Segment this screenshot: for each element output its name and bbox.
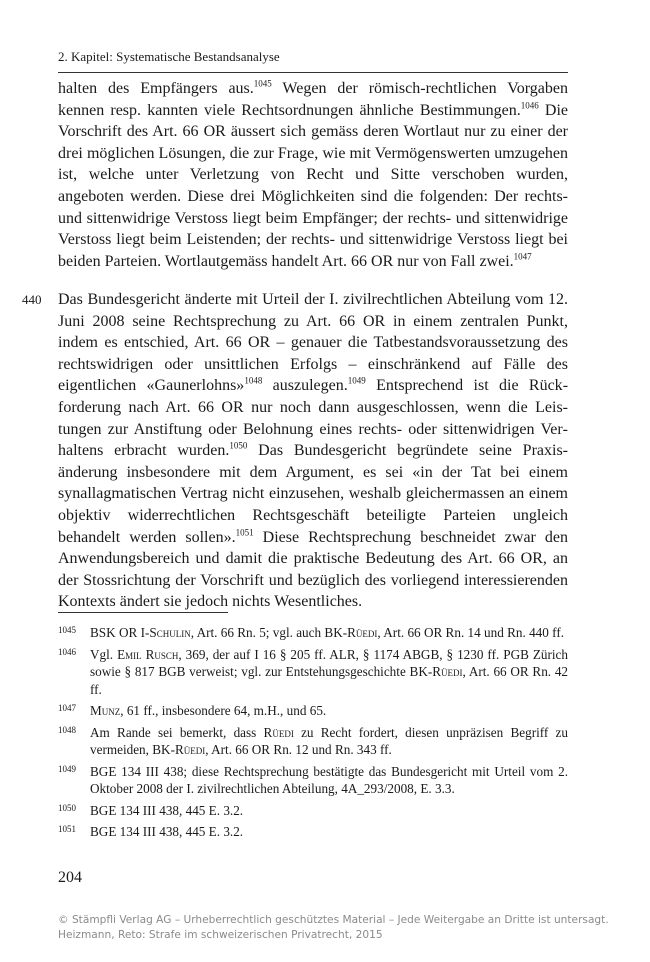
author-name: Rüedi [432,664,463,679]
text-run: Wegen der römisch-rechtlichen Vorgaben kennen resp. kannten viele Rechtsordnungen ähnliche Bestimmungen. [58,80,568,119]
text-run: Entsprechend ist die Rückforderung nach Art. 66 OR nur noch dann ausgeschlossen, wenn die Leistungen zur Anstiftung oder Belohnung eines rechts- oder sittenwidrigen Verhaltens erbracht wurden. [58,377,569,460]
text-run: zu Recht fordert, diesen unpräzisen Begriff zu vermeiden, BK- [90,724,568,757]
text-run: BGE 134 III 438; diese Rechtsprechung bestätigte das Bundesgericht mit Urteil vom 2. Oktober 2008 der I. zivilrechtlichen Abteilung, 4A_293/2008, E. 3.3. [90,763,568,796]
author-name: Emil Rusch [117,646,179,662]
text-run: BGE 134 III 438, 445 E. 3.2. [90,802,244,818]
author-name: Rüedi [263,724,294,740]
footnote-ref: 1048 [244,376,263,387]
paragraph-439-continuation [58,78,568,272]
text-run: halten des Empfängers aus. [58,80,254,97]
footnote [58,724,568,759]
text-run: , Art. 66 OR Rn. 12 und Rn. 343 ff. [205,742,392,757]
footnote-text [90,763,568,798]
footnote-text [90,724,568,759]
page-number: 204 [58,869,82,886]
text-run: , Art. 66 OR Rn. 14 und Rn. 440 ff. [377,625,565,640]
author-name: Munz [90,703,121,718]
footnote [58,802,568,820]
paragraph-440 [58,289,568,613]
running-head: 2. Kapitel: Systematische Bestandsanalyse [58,49,280,64]
text-run: BSK OR I- [90,625,150,640]
text-run: , 61 ff., insbesondere 64, m.H., und 65. [120,703,327,718]
text-run: , Art. 66 OR Rn. 42 ff. [90,664,569,697]
footnote-number: 1048 [58,724,76,735]
text-run: Am Rande sei bemerkt, dass [90,724,264,740]
margin-number: 440 [22,292,42,307]
footnote-text [90,646,568,699]
footnote [58,624,568,642]
footnote-text [90,802,568,820]
footnote-number: 1047 [58,703,76,713]
author-name: Rüedi [174,742,206,757]
header-rule [58,72,568,73]
text-run: , 369, der auf I 16 § 205 ff. ALR, § 1174 ABGB, § 1230 ff. PGB Zürich sowie § 817 BGB verweist; vgl. zur Entstehungsgeschichte BK- [90,646,569,679]
text-run: Das Bundesgericht änderte mit Urteil der I. zivilrechtlichen Abteilung vom 12. Juni 2008 seine Rechtsprechung zu Art. 66 OR in einem zentralen Punkt, indem es entschied, Art. 66 OR – genauer die Tatbestandsvoraussetzung des rechtswidrigen oder unsittlichen Erfolgs – einschränkend auf Fälle des eigentlichen «Gaunerlohns» [58,291,568,395]
footnote-ref: 1049 [347,376,366,387]
footnote-ref: 1045 [253,78,272,89]
footnote-text [90,702,568,720]
copyright-line-1: © Stämpfli Verlag AG – Urheberrechtlich geschütztes Material – Jede Weitergabe an Dritte ist untersagt. [58,914,609,926]
footnote-number: 1046 [58,646,76,657]
text-run: Vgl. [90,646,118,662]
text-run: Die Vorschrift des Art. 66 OR äussert sich gemäss deren Wortlaut nur zu einer der drei möglichen Lösungen, die zur Frage, wie mit Vermögenswerten umzugehen ist, welche unter Verletzung von Recht und Sitte verschoben wurden, angeboten werden. Diese drei Möglichkeiten sind die folgenden: Der rechts- und sittenwidrige Verstoss liegt beim Empfänger; der rechts- und sittenwidrige Verstoss liegt beim Leistenden; der rechts- und sittenwidrige Verstoss liegt bei beiden Parteien. Wortlautgemäss handelt Art. 66 OR nur von Fall zwei. [58,101,568,270]
footnote-number: 1049 [58,763,76,774]
text-run: Diese Rechtsprechung beschneidet zwar den Anwendungsbereich und damit die praktische Bedeutung des Art. 66 OR, an der Stossrichtung der Vorschrift und bezüglich des vorliegend interessierenden Kontexts ändert sie jedoch nichts Wesentliches. [58,528,569,611]
footnote-ref: 1047 [513,251,532,262]
footnote-number: 1051 [58,824,76,834]
footnote [58,823,568,841]
text-run: BGE 134 III 438, 445 E. 3.2. [90,824,244,839]
footnote-ref: 1046 [520,100,539,111]
footnote-ref: 1050 [229,440,248,451]
footnote [58,763,568,798]
footnote-ref: 1051 [235,527,254,538]
footnote-number: 1045 [58,625,76,635]
text-run: auszulegen. [262,377,348,395]
author-name: Schulin [149,625,191,640]
author-name: Rüedi [347,625,378,640]
copyright-notice [58,913,618,943]
footnote-text [90,624,568,642]
text-run: , Art. 66 Rn. 5; vgl. auch BK- [190,625,348,640]
text-run: Das Bundesgericht begründete seine Praxisänderung insbesondere mit dem Argument, es sei «in der Tat bei einem synallagmatischen Vertrag nicht einzusehen, weshalb gleichermassen an einem objektiv widerrechtlichen Rechtsgeschäft beteiligte Parteien ungleich behandelt werden sollen». [58,442,568,546]
copyright-line-2: Heizmann, Reto: Strafe im schweizerischen Privatrecht, 2015 [58,929,383,941]
footnote-text [90,823,568,841]
footnote-rule [58,612,228,613]
footnotes [58,624,568,845]
footnote [58,646,568,699]
footnote [58,702,568,720]
footnote-number: 1050 [58,802,76,813]
